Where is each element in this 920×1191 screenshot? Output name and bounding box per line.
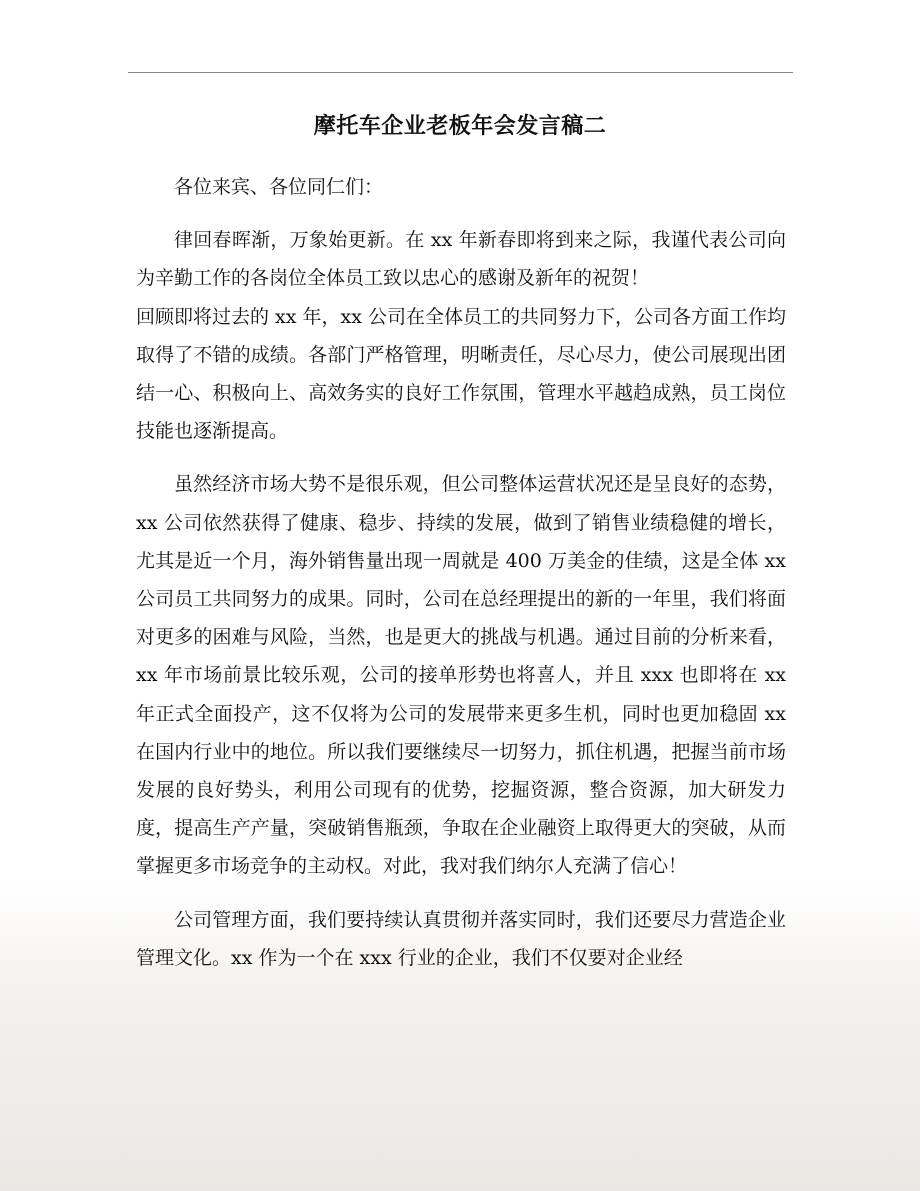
salutation: 各位来宾、各位同仁们： <box>174 176 384 198</box>
header-rule <box>128 72 793 73</box>
paragraph-3: 虽然经济市场大势不是很乐观，但公司整体运营状况还是呈良好的态势，xx 公司依然获得了健康、稳步、持续的发展，做到了销售业绩稳健的增长，尤其是近一个月，海外销售量出现一周就是 400 万美金的佳绩，这是全体 xx 公司员工共同努力的成果。同时，公司在总经理提出的新的一年里，我们将面对更多的困难与风险，当然，也是更大的挑战与机遇。通过目前的分析来看，xx 年市场前景比较乐观，公司的接单形势也将喜人，并且 xxx 也即将在 xx 年正式全面投产，这不仅将为公司的发展带来更多生机，同时也更加稳固 xx 在国内行业中的地位。所以我们要继续尽一切努力，抓住机遇，把握当前市场发展的良好势头，利用公司现有的优势，挖掘资源，整合资源，加大研发力度，提高生产产量，突破销售瓶颈，争取在企业融资上取得更大的突破，从而掌握更多市场竞争的主动权。对此，我对我们纳尔人充满了信心！ <box>136 473 786 878</box>
document-title: 摩托车企业老板年会发言稿二 <box>313 113 607 139</box>
paragraph-2: 回顾即将过去的 xx 年，xx 公司在全体员工的共同努力下，公司各方面工作均取得了不错的成绩。各部门严格管理，明晰责任，尽心尽力，使公司展现出团结一心、积极向上、高效务实的良好工作氛围，管理水平越趋成熟，员工岗位技能也逐渐提高。 <box>136 305 786 443</box>
document-body <box>136 168 786 977</box>
paragraph-1: 律回春晖渐，万象始更新。在 xx 年新春即将到来之际，我谨代表公司向为辛勤工作的各岗位全体员工致以忠心的感谢及新年的祝贺！ <box>136 229 786 290</box>
paragraph-4: 公司管理方面，我们要持续认真贯彻并落实同时，我们还要尽力营造企业管理文化。xx 作为一个在 xxx 行业的企业，我们不仅要对企业经 <box>136 908 786 969</box>
